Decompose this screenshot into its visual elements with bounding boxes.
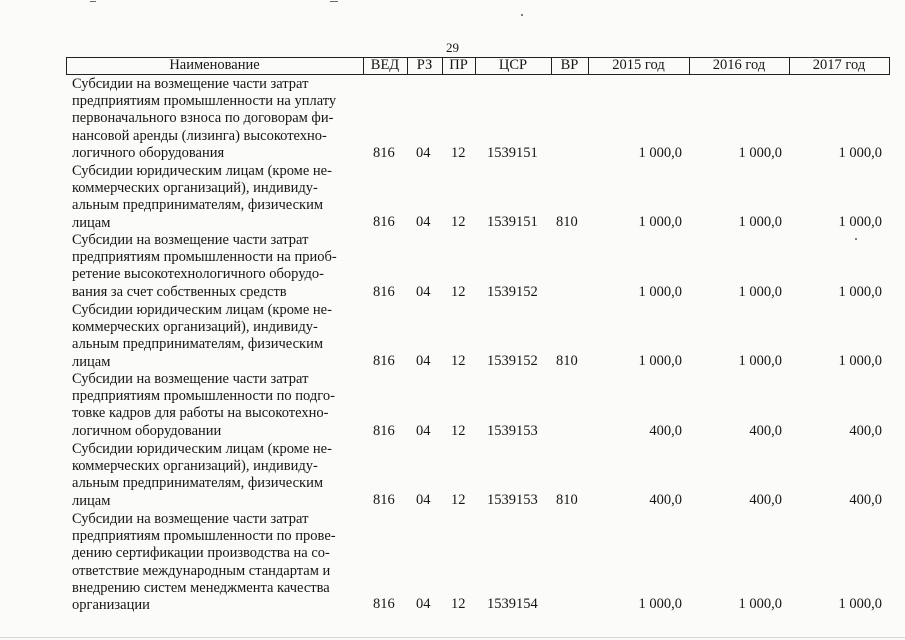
cell-2017: 400,0 <box>849 423 882 439</box>
row-name: Субсидии на возмещение части затрат предприятиям промышленности на уплату первоначального взноса по договорам фи- нансовой аренды (лизинга) высокотехно- логичного оборудования <box>72 76 337 161</box>
cell-csr: 1539154 <box>487 596 538 612</box>
cell-ved: 816 <box>373 423 395 439</box>
cell-pr: 12 <box>451 145 466 161</box>
row-name: Субсидии на возмещение части затрат предприятиям промышленности по подго- товке кадров для работы на высокотехно- логичном оборудовании <box>72 371 335 439</box>
header-pr: ПР <box>449 57 468 73</box>
header-rz: РЗ <box>416 57 433 73</box>
cell-ved: 816 <box>373 492 395 508</box>
cell-vr: 810 <box>556 353 578 369</box>
scan-artifact-dot <box>855 238 857 240</box>
cell-2016: 1 000,0 <box>738 353 782 369</box>
cell-rz: 04 <box>416 145 431 161</box>
cell-2016: 1 000,0 <box>738 284 782 300</box>
cell-ved: 816 <box>373 284 395 300</box>
header-divider <box>889 57 890 74</box>
scan-artifact-bottom <box>0 637 905 638</box>
cell-ved: 816 <box>373 353 395 369</box>
header-2017: 2017 год <box>812 57 866 73</box>
row-name: Субсидии юридическим лицам (кроме не- коммерческих организаций), индивиду- альным предпринимателям, физическим лицам <box>72 441 332 509</box>
header-name: Наименование <box>169 57 260 73</box>
cell-csr: 1539153 <box>487 423 538 439</box>
cell-ved: 816 <box>373 596 395 612</box>
cell-csr: 1539152 <box>487 353 538 369</box>
cell-2016: 1 000,0 <box>738 214 782 230</box>
cell-rz: 04 <box>416 596 431 612</box>
scan-artifact-dot <box>521 14 523 16</box>
cell-pr: 12 <box>451 214 466 230</box>
page-number: 29 <box>446 40 459 55</box>
scan-artifact-top-center <box>330 1 338 2</box>
cell-vr: 810 <box>556 492 578 508</box>
cell-pr: 12 <box>451 353 466 369</box>
cell-2016: 400,0 <box>749 492 782 508</box>
cell-ved: 816 <box>373 145 395 161</box>
cell-csr: 1539153 <box>487 492 538 508</box>
cell-csr: 1539151 <box>487 145 538 161</box>
row-name: Субсидии на возмещение части затрат предприятиям промышленности по прове- дению сертификации производства на со- ответствие международным стандартам и внедрению систем менеджмента качества организации <box>72 511 336 614</box>
header-2015: 2015 год <box>612 57 665 73</box>
cell-2015: 1 000,0 <box>638 353 682 369</box>
cell-rz: 04 <box>416 492 431 508</box>
cell-rz: 04 <box>416 423 431 439</box>
cell-pr: 12 <box>451 596 466 612</box>
cell-2016: 1 000,0 <box>738 145 782 161</box>
header-bottom-rule <box>66 74 890 75</box>
cell-2015: 1 000,0 <box>638 596 682 612</box>
header-2016: 2016 год <box>712 57 766 73</box>
cell-2017: 400,0 <box>849 492 882 508</box>
header-csr: ЦСР <box>498 57 528 73</box>
cell-pr: 12 <box>451 492 466 508</box>
cell-2016: 400,0 <box>749 423 782 439</box>
cell-2015: 1 000,0 <box>638 145 682 161</box>
cell-csr: 1539151 <box>487 214 538 230</box>
cell-2017: 1 000,0 <box>838 284 882 300</box>
cell-csr: 1539152 <box>487 284 538 300</box>
cell-rz: 04 <box>416 214 431 230</box>
cell-2015: 400,0 <box>649 492 682 508</box>
cell-2017: 1 000,0 <box>838 145 882 161</box>
cell-pr: 12 <box>451 284 466 300</box>
cell-2015: 400,0 <box>649 423 682 439</box>
cell-2017: 1 000,0 <box>838 353 882 369</box>
cell-2015: 1 000,0 <box>638 284 682 300</box>
cell-2016: 1 000,0 <box>738 596 782 612</box>
scan-artifact-top-left <box>90 1 96 2</box>
cell-2015: 1 000,0 <box>638 214 682 230</box>
row-name: Субсидии юридическим лицам (кроме не- коммерческих организаций), индивиду- альным предпринимателям, физическим лицам <box>72 163 332 231</box>
cell-2017: 1 000,0 <box>838 214 882 230</box>
cell-pr: 12 <box>451 423 466 439</box>
cell-2017: 1 000,0 <box>838 596 882 612</box>
cell-rz: 04 <box>416 353 431 369</box>
cell-vr: 810 <box>556 214 578 230</box>
header-vr: ВР <box>560 57 579 73</box>
row-name: Субсидии юридическим лицам (кроме не- коммерческих организаций), индивиду- альным предпринимателям, физическим лицам <box>72 302 332 370</box>
row-name: Субсидии на возмещение части затрат предприятиям промышленности на приоб- ретение высокотехнологичного оборудо- вания за счет собственных средств <box>72 232 337 300</box>
cell-ved: 816 <box>373 214 395 230</box>
cell-rz: 04 <box>416 284 431 300</box>
header-ved: ВЕД <box>370 57 400 73</box>
